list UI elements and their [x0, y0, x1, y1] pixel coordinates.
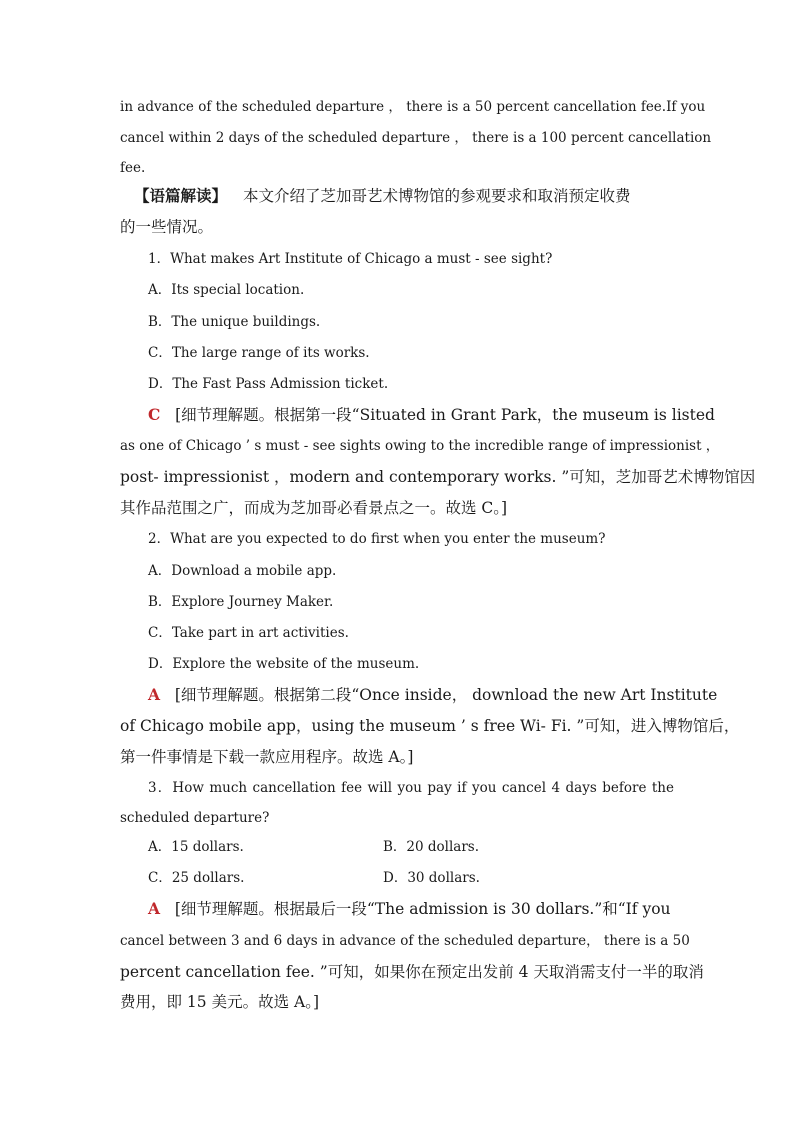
question-2-explanation-line-2: of Chicago mobile app，using the museum ’ s free Wi- Fi. ”可知，进入博物馆后，	[120, 717, 740, 735]
question-1-option-a: A．Its special location.	[148, 282, 305, 298]
question-1-option-d: D．The Fast Pass Admission ticket.	[148, 376, 389, 392]
question-1-explanation-line-1	[148, 404, 715, 426]
question-1-explanation-line-2: as one of Chicago ’ s must - see sights owing to the incredible range of impressionist ，	[120, 438, 720, 454]
question-3-explanation-line-3: percent cancellation fee. ”可知，如果你在预定出发前 4 天取消需支付一半的取消	[120, 963, 704, 981]
intro-line-1: in advance of the scheduled departure ， there is a 50 percent cancellation fee.If you	[120, 99, 706, 115]
question-2-stem: 2．What are you expected to do first when you enter the museum?	[148, 531, 606, 547]
question-1-answer: C	[148, 405, 161, 424]
question-1-stem: 1．What makes Art Institute of Chicago a must - see sight?	[148, 251, 553, 267]
question-3-answer: A	[148, 899, 161, 918]
question-1-option-b: B．The unique buildings.	[148, 314, 321, 330]
intro-line-3: fee.	[120, 160, 146, 176]
question-1-option-c: C．The large range of its works.	[148, 345, 370, 361]
reading-tag: 【语篇解读】	[134, 186, 228, 205]
reading-summary-line-1	[134, 185, 674, 207]
question-2-option-b: B．Explore Journey Maker.	[148, 594, 334, 610]
question-3-option-c: C．25 dollars.	[148, 870, 245, 886]
question-3-explanation-line-4: 费用，即 15 美元。故选 A。]	[120, 993, 319, 1011]
question-2-option-d: D．Explore the website of the museum.	[148, 656, 420, 672]
question-3-option-d: D．30 dollars.	[383, 870, 480, 886]
question-2-option-c: C．Take part in art activities.	[148, 625, 349, 641]
question-1-explanation-line-3: post- impressionist ，modern and contemporary works. ”可知，芝加哥艺术博物馆因	[120, 468, 756, 486]
question-2-explanation-line-3: 第一件事情是下载一款应用程序。故选 A。]	[120, 748, 414, 766]
question-2-explanation-text: [细节理解题。根据第二段“Once inside， download the new Art Institute	[174, 686, 718, 704]
question-2-answer: A	[148, 685, 161, 704]
question-3-stem-line-1: 3．How much cancellation fee will you pay if you cancel 4 days before the	[148, 780, 674, 796]
question-1-explanation-text: [细节理解题。根据第一段“Situated in Grant Park，the museum is listed	[175, 406, 715, 424]
question-3-explanation-line-2: cancel between 3 and 6 days in advance of the scheduled departure， there is a 50	[120, 933, 690, 949]
question-2-option-a: A．Download a mobile app.	[148, 563, 337, 579]
question-3-explanation-text: [细节理解题。根据最后一段“The admission is 30 dollars.”和“If you	[174, 900, 671, 918]
question-3-option-b: B．20 dollars.	[383, 839, 480, 855]
question-3-stem-line-2: scheduled departure?	[120, 810, 270, 826]
reading-text-1: 本文介绍了芝加哥艺术博物馆的参观要求和取消预定收费	[243, 187, 631, 205]
question-1-explanation-line-4: 其作品范围之广，而成为芝加哥必看景点之一。故选 C。]	[120, 499, 508, 517]
intro-line-2: cancel within 2 days of the scheduled departure ， there is a 100 percent cancellation	[120, 130, 712, 146]
reading-summary-line-2: 的一些情况。	[120, 218, 214, 236]
question-3-explanation-line-1	[148, 898, 674, 920]
question-2-explanation-line-1	[148, 684, 718, 706]
question-3-option-a: A．15 dollars.	[148, 839, 244, 855]
